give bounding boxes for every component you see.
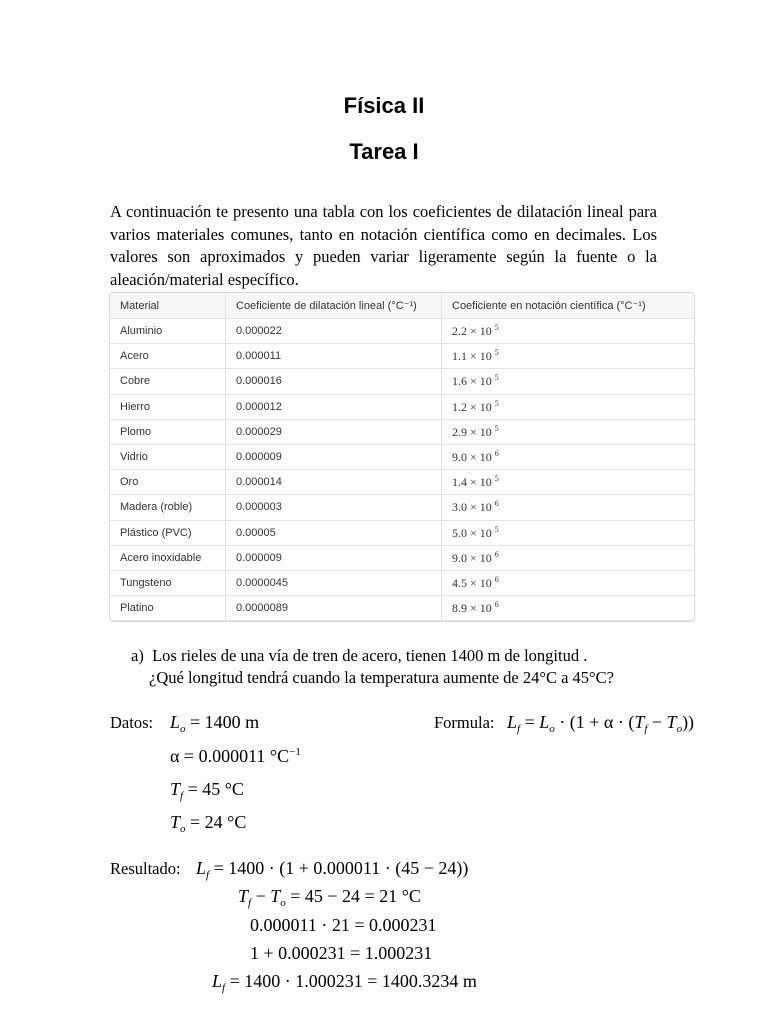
- cell-scientific: 2.2 × 10 $^5$: [442, 319, 695, 344]
- cell-decimal: 0.000016: [226, 369, 442, 394]
- table-row: [110, 444, 694, 469]
- cell-scientific: 1.2 × 10 $^5$: [442, 394, 695, 419]
- table-row: [110, 319, 694, 344]
- formula-expression: $L_f = L_o \cdot (1 + \alpha \cdot (T_f - T_o))$: [507, 712, 695, 735]
- table-row: [110, 394, 694, 419]
- cell-decimal: 0.000003: [226, 495, 442, 520]
- cell-scientific: 9.0 × 10 $^6$: [442, 444, 695, 469]
- cell-scientific: 1.4 × 10 $^5$: [442, 470, 695, 495]
- cell-decimal: 0.000012: [226, 394, 442, 419]
- table-row: [110, 596, 694, 621]
- coefficients-table: [109, 292, 695, 622]
- cell-decimal: 0.000022: [226, 319, 442, 344]
- table-row: [110, 495, 694, 520]
- datos-lo: $L_o = 1400$ m: [170, 712, 260, 735]
- cell-scientific: 1.1 × 10 $^5$: [442, 344, 695, 369]
- header-material: Material: [110, 293, 226, 319]
- datos-to: $T_o = 24$ °C: [170, 812, 247, 835]
- question-line1: Los rieles de una vía de tren de acero, tienen 1400 m de longitud .: [152, 646, 588, 665]
- cell-material: Cobre: [110, 369, 226, 394]
- question-a: [131, 645, 614, 689]
- table-row: [110, 344, 694, 369]
- cell-decimal: 0.00005: [226, 520, 442, 545]
- cell-material: Acero inoxidable: [110, 545, 226, 570]
- resultado-line2: $T_f - T_o = 45 - 24 = 21$ °C: [238, 886, 421, 909]
- cell-material: Platino: [110, 596, 226, 621]
- datos-label: Datos:: [110, 713, 154, 732]
- table-row: [110, 520, 694, 545]
- table-row: [110, 419, 694, 444]
- table-row: [110, 470, 694, 495]
- cell-decimal: 0.000029: [226, 419, 442, 444]
- cell-material: Tungsteno: [110, 570, 226, 595]
- cell-material: Plástico (PVC): [110, 520, 226, 545]
- cell-material: Madera (roble): [110, 495, 226, 520]
- table-row: [110, 545, 694, 570]
- cell-scientific: 8.9 × 10 $^6$: [442, 596, 695, 621]
- cell-decimal: 0.000009: [226, 545, 442, 570]
- resultado-line5: $L_f = 1400 \cdot 1.000231 = 1400.3234$ m: [212, 971, 477, 994]
- resultado-label: Resultado:: [110, 859, 181, 878]
- question-label: a): [131, 646, 144, 665]
- table-row: [110, 369, 694, 394]
- document-subtitle: Tarea I: [349, 139, 419, 164]
- cell-decimal: 0.0000089: [226, 596, 442, 621]
- question-line2: ¿Qué longitud tendrá cuando la temperatura aumente de 24°C a 45°C?: [149, 668, 614, 687]
- cell-scientific: 1.6 × 10 $^5$: [442, 369, 695, 394]
- table-header-row: [110, 293, 694, 319]
- cell-scientific: 2.9 × 10 $^5$: [442, 419, 695, 444]
- cell-scientific: 4.5 × 10 $^6$: [442, 570, 695, 595]
- resultado-line1: $L_f = 1400 \cdot (1 + 0.000011 \cdot (45 - 24))$: [196, 858, 469, 881]
- datos-alpha: α = 0.000011 $^\circ C^{-1}$: [170, 746, 301, 766]
- intro-paragraph: A continuación te presento una tabla con los coeficientes de dilatación lineal para varios materiales comunes, tanto en notación científica como en decimales. Los valores son aproximados y pueden variar ligeramente según la fuente o la aleación/material específico.: [110, 202, 657, 289]
- cell-decimal: 0.000009: [226, 444, 442, 469]
- datos-tf: $T_f = 45$ °C: [170, 779, 244, 802]
- cell-material: Acero: [110, 344, 226, 369]
- cell-material: Vidrio: [110, 444, 226, 469]
- cell-scientific: 5.0 × 10 $^5$: [442, 520, 695, 545]
- cell-material: Plomo: [110, 419, 226, 444]
- header-decimal: Coeficiente de dilatación lineal (°C⁻¹): [226, 293, 442, 319]
- cell-material: Oro: [110, 470, 226, 495]
- cell-material: Aluminio: [110, 319, 226, 344]
- cell-decimal: 0.000011: [226, 344, 442, 369]
- cell-decimal: 0.0000045: [226, 570, 442, 595]
- cell-scientific: 9.0 × 10 $^6$: [442, 545, 695, 570]
- cell-material: Hierro: [110, 394, 226, 419]
- document-title: Física II: [343, 93, 425, 118]
- formula-label: Formula:: [434, 713, 495, 732]
- header-scientific: Coeficiente en notación científica (°C⁻¹): [442, 293, 695, 319]
- table-row: [110, 570, 694, 595]
- resultado-line4: 1 + 0.000231 = 1.000231: [250, 943, 433, 963]
- cell-decimal: 0.000014: [226, 470, 442, 495]
- resultado-line3: 0.000011 · 21 = 0.000231: [250, 915, 437, 935]
- cell-scientific: 3.0 × 10 $^6$: [442, 495, 695, 520]
